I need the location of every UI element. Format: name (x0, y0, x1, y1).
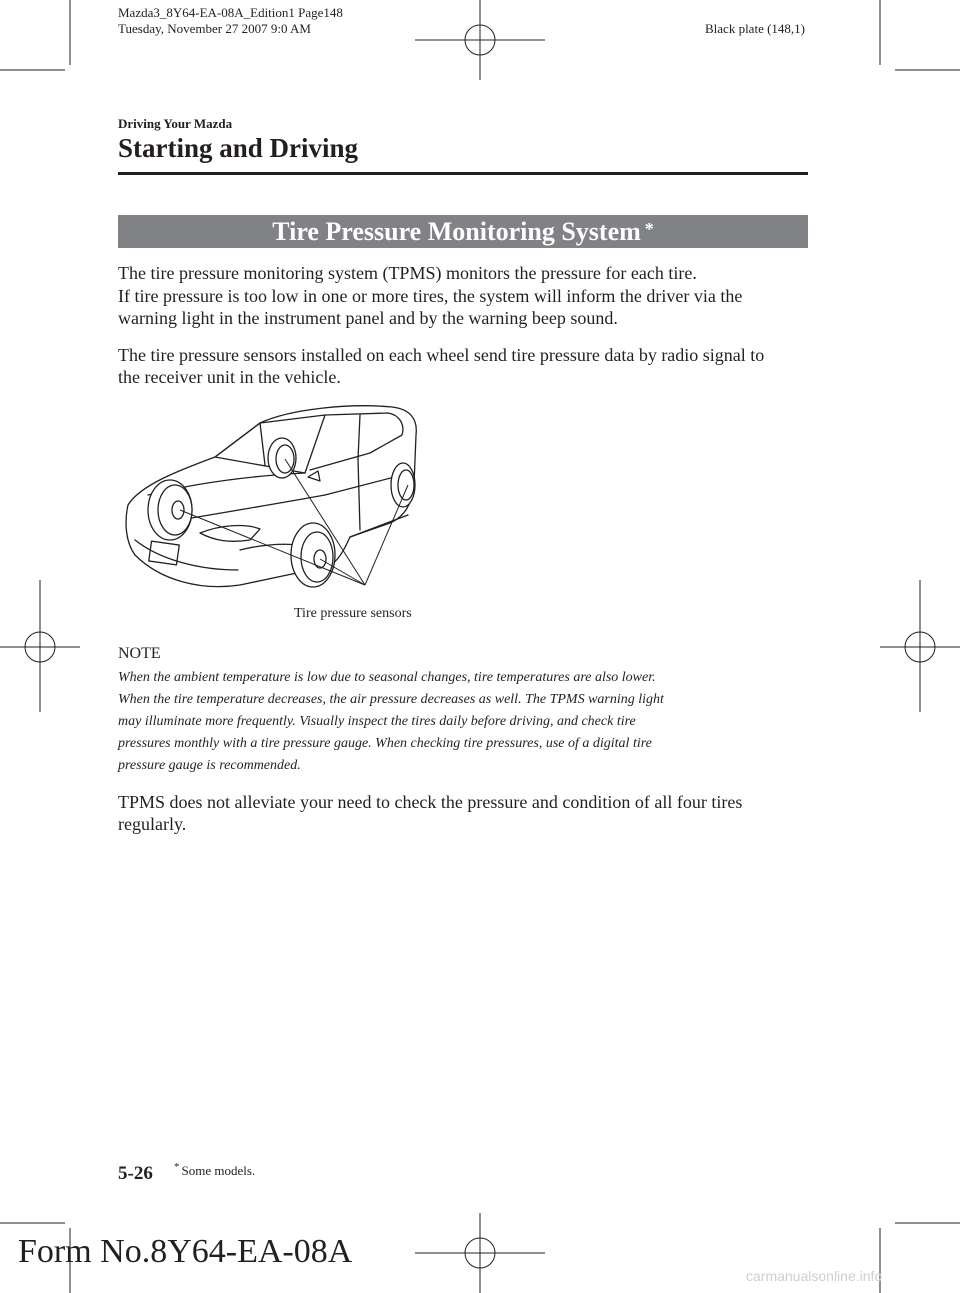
body-line-5: the receiver unit in the vehicle. (118, 367, 341, 387)
final-line-1: TPMS does not alleviate your need to check the pressure and condition of all four tires (118, 792, 743, 812)
some-models-star: * (644, 219, 654, 239)
body-line-3: warning light in the instrument panel and by the warning beep sound. (118, 308, 618, 328)
note-line-2: When the tire temperature decreases, the air pressure decreases as well. The TPMS warning light (118, 692, 664, 707)
final-line-2: regularly. (118, 814, 187, 834)
footnote-text: Some models. (181, 1163, 256, 1178)
footnote-star: * (174, 1161, 180, 1173)
banner-title: Tire Pressure Monitoring System (272, 217, 641, 246)
note-line-5: pressure gauge is recommended. (118, 758, 301, 773)
body-line-2: If tire pressure is too low in one or more tires, the system will inform the driver via the (118, 286, 743, 306)
chapter-title: Starting and Driving (118, 133, 359, 163)
note-body (118, 667, 808, 777)
note-line-3: may illuminate more frequently. Visually inspect the tires daily before driving, and check tire (118, 714, 636, 729)
section-banner (118, 215, 808, 248)
body-line-4: The tire pressure sensors installed on each wheel send tire pressure data by radio signal to (118, 345, 765, 365)
print-plate: Black plate (148,1) (705, 21, 805, 36)
note-line-4: pressures monthly with a tire pressure gauge. When checking tire pressures, use of a digital tire (118, 736, 652, 751)
watermark: carmanualsonline.info (746, 1268, 883, 1284)
note-line-1: When the ambient temperature is low due to seasonal changes, tire temperatures are also lower. (118, 670, 656, 685)
footnote (174, 1163, 255, 1179)
section-label: Driving Your Mazda (118, 116, 233, 131)
body-line-1: The tire pressure monitoring system (TPMS) monitors the pressure for each tire. (118, 263, 697, 283)
car-illustration (120, 395, 450, 610)
print-date-line: Tuesday, November 27 2007 9:0 AM (118, 21, 311, 36)
chapter-rule (118, 172, 808, 175)
page-number: 5-26 (118, 1163, 153, 1184)
note-title: NOTE (118, 645, 161, 662)
form-number: Form No.8Y64-EA-08A (18, 1233, 353, 1270)
figure-caption: Tire pressure sensors (294, 606, 412, 621)
print-file-line: Mazda3_8Y64-EA-08A_Edition1 Page148 (118, 5, 343, 20)
